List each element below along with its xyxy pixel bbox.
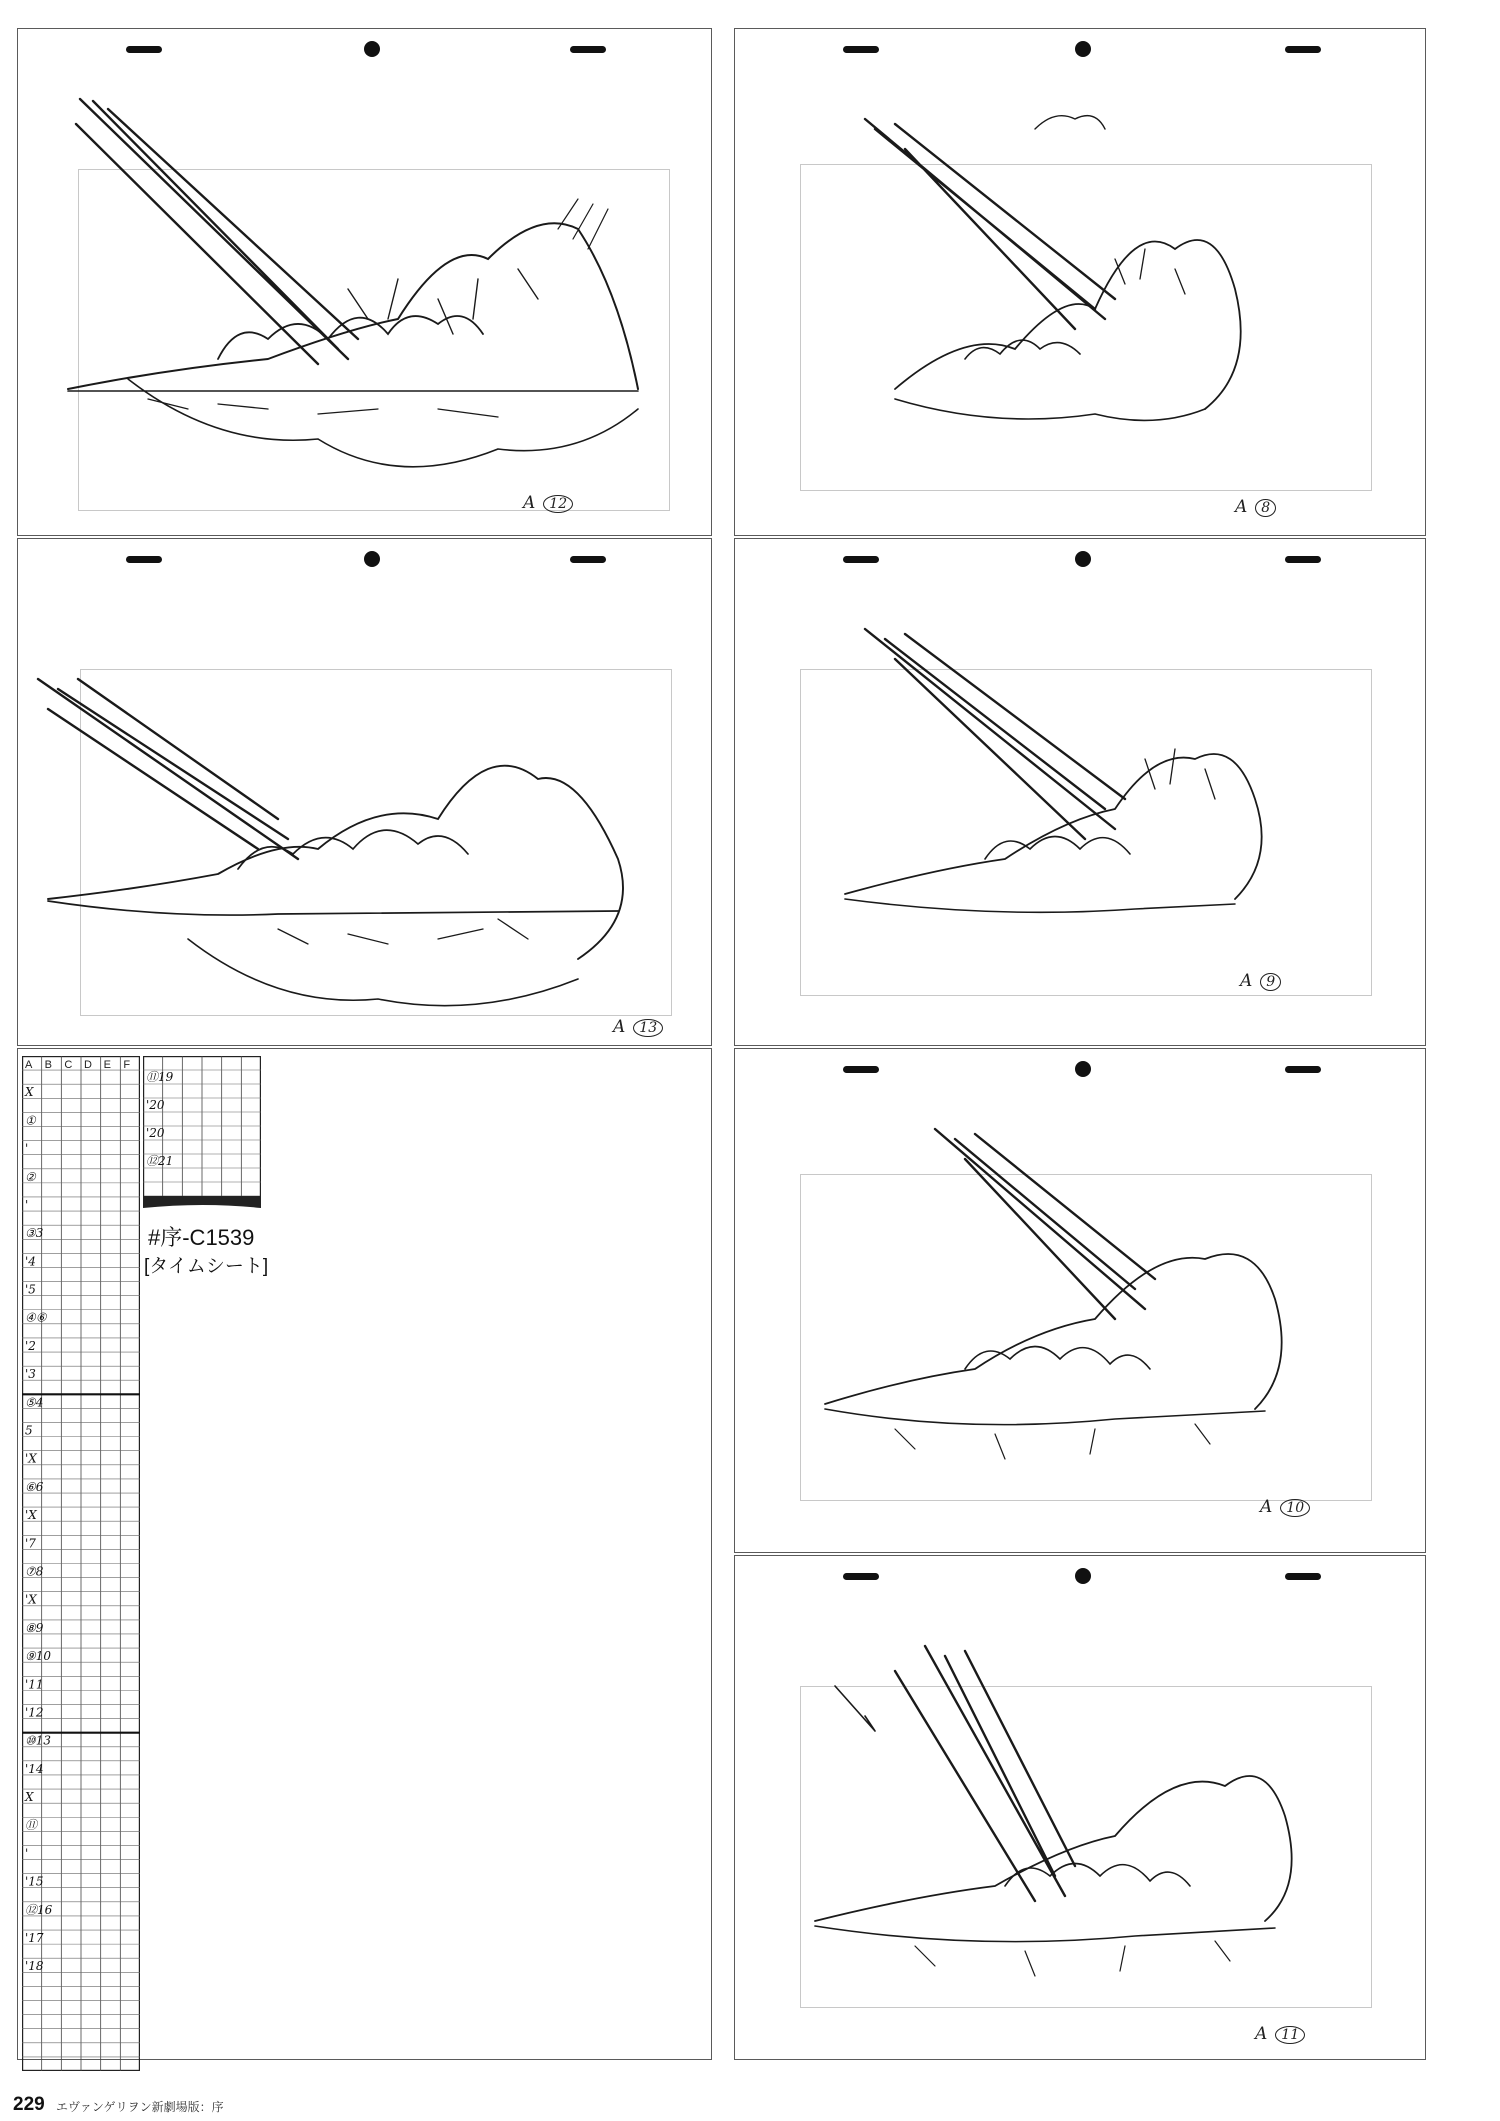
timesheet-entry: ⑩13 — [25, 1733, 52, 1748]
timesheet-entry: '2 — [25, 1338, 36, 1353]
caption-subtitle: [タイムシート] — [144, 1256, 269, 1277]
timesheet-entry: ⑨10 — [25, 1649, 52, 1664]
key-frame-panel — [734, 538, 1426, 1046]
column-header: A — [25, 1059, 33, 1072]
timesheet-grid-continuation — [143, 1056, 261, 1211]
column-header: C — [64, 1059, 73, 1072]
timesheet-entry: ⑪19 — [146, 1070, 174, 1085]
explosion-sketch — [735, 1556, 1426, 2060]
timesheet-entry: '20 — [146, 1126, 165, 1141]
key-frame-panel — [734, 28, 1426, 536]
timesheet-entry: ' — [25, 1846, 29, 1861]
timesheet-entry: ' — [25, 1141, 29, 1156]
timesheet-entry: '3 — [25, 1367, 36, 1382]
explosion-sketch — [18, 29, 712, 536]
timesheet-entry: ⑦8 — [25, 1564, 44, 1579]
timesheet-entry: '14 — [25, 1761, 44, 1776]
explosion-sketch — [735, 539, 1426, 1046]
timesheet-entry: ⑪ — [25, 1818, 38, 1833]
timesheet-entry: 'X — [25, 1451, 37, 1466]
book-title: エヴァンゲリヲン新劇場版：序 — [56, 2100, 224, 2114]
timesheet-entry: '5 — [25, 1282, 36, 1297]
timesheet-entry: 'X — [25, 1592, 37, 1607]
timesheet-entry: ⑫16 — [25, 1902, 53, 1917]
timesheet-entry: ' — [25, 1197, 29, 1212]
timesheet-entry: ④⑥ — [25, 1310, 47, 1325]
timesheet-entry: ⑧9 — [25, 1620, 44, 1635]
timesheet-entry: '17 — [25, 1931, 44, 1946]
timesheet-grid — [22, 1056, 140, 2071]
timesheet-entry: X — [25, 1085, 34, 1100]
cut-number: #序-C1539 — [148, 1225, 255, 1250]
timesheet-entry: ② — [25, 1169, 36, 1184]
timesheet-entry: '11 — [25, 1677, 44, 1692]
timesheet-entry: 'X — [25, 1508, 37, 1523]
explosion-sketch — [735, 1049, 1426, 1553]
timesheet-entry: '18 — [25, 1959, 44, 1974]
timesheet-entry: '15 — [25, 1874, 44, 1889]
key-frame-panel — [734, 1555, 1426, 2060]
frame-label: A 11 — [1255, 2024, 1305, 2044]
timesheet-entry: '4 — [25, 1254, 36, 1269]
frame-label: A 12 — [523, 493, 573, 513]
key-frame-panel — [734, 1048, 1426, 1553]
timesheet-entry: '12 — [25, 1705, 44, 1720]
frame-label: A 9 — [1240, 971, 1281, 991]
frame-label: A 8 — [1235, 497, 1276, 517]
explosion-sketch — [735, 29, 1426, 536]
timesheet-entry: ① — [25, 1113, 36, 1128]
column-header: F — [123, 1059, 131, 1072]
timesheet-entry: '7 — [25, 1536, 36, 1551]
column-header: B — [44, 1059, 53, 1072]
timesheet-entry: '20 — [146, 1098, 165, 1113]
timesheet-entry: ⑥6 — [25, 1479, 44, 1494]
explosion-sketch — [18, 539, 712, 1046]
page-number: 229 — [13, 2094, 45, 2115]
timesheet-entry: ③3 — [25, 1226, 44, 1241]
column-header: E — [103, 1059, 112, 1072]
frame-label: A 10 — [1260, 1497, 1310, 1517]
timesheet-entry: ⑫21 — [146, 1154, 174, 1169]
key-frame-panel — [17, 538, 712, 1046]
timesheet-entry: ⑤4 — [25, 1395, 44, 1410]
frame-label: A 13 — [613, 1017, 663, 1037]
torn-edge — [143, 1196, 261, 1208]
timesheet-entry: X — [25, 1790, 34, 1805]
key-frame-panel — [17, 28, 712, 536]
column-header: D — [84, 1059, 92, 1072]
timesheet-entry: 5 — [25, 1423, 33, 1438]
